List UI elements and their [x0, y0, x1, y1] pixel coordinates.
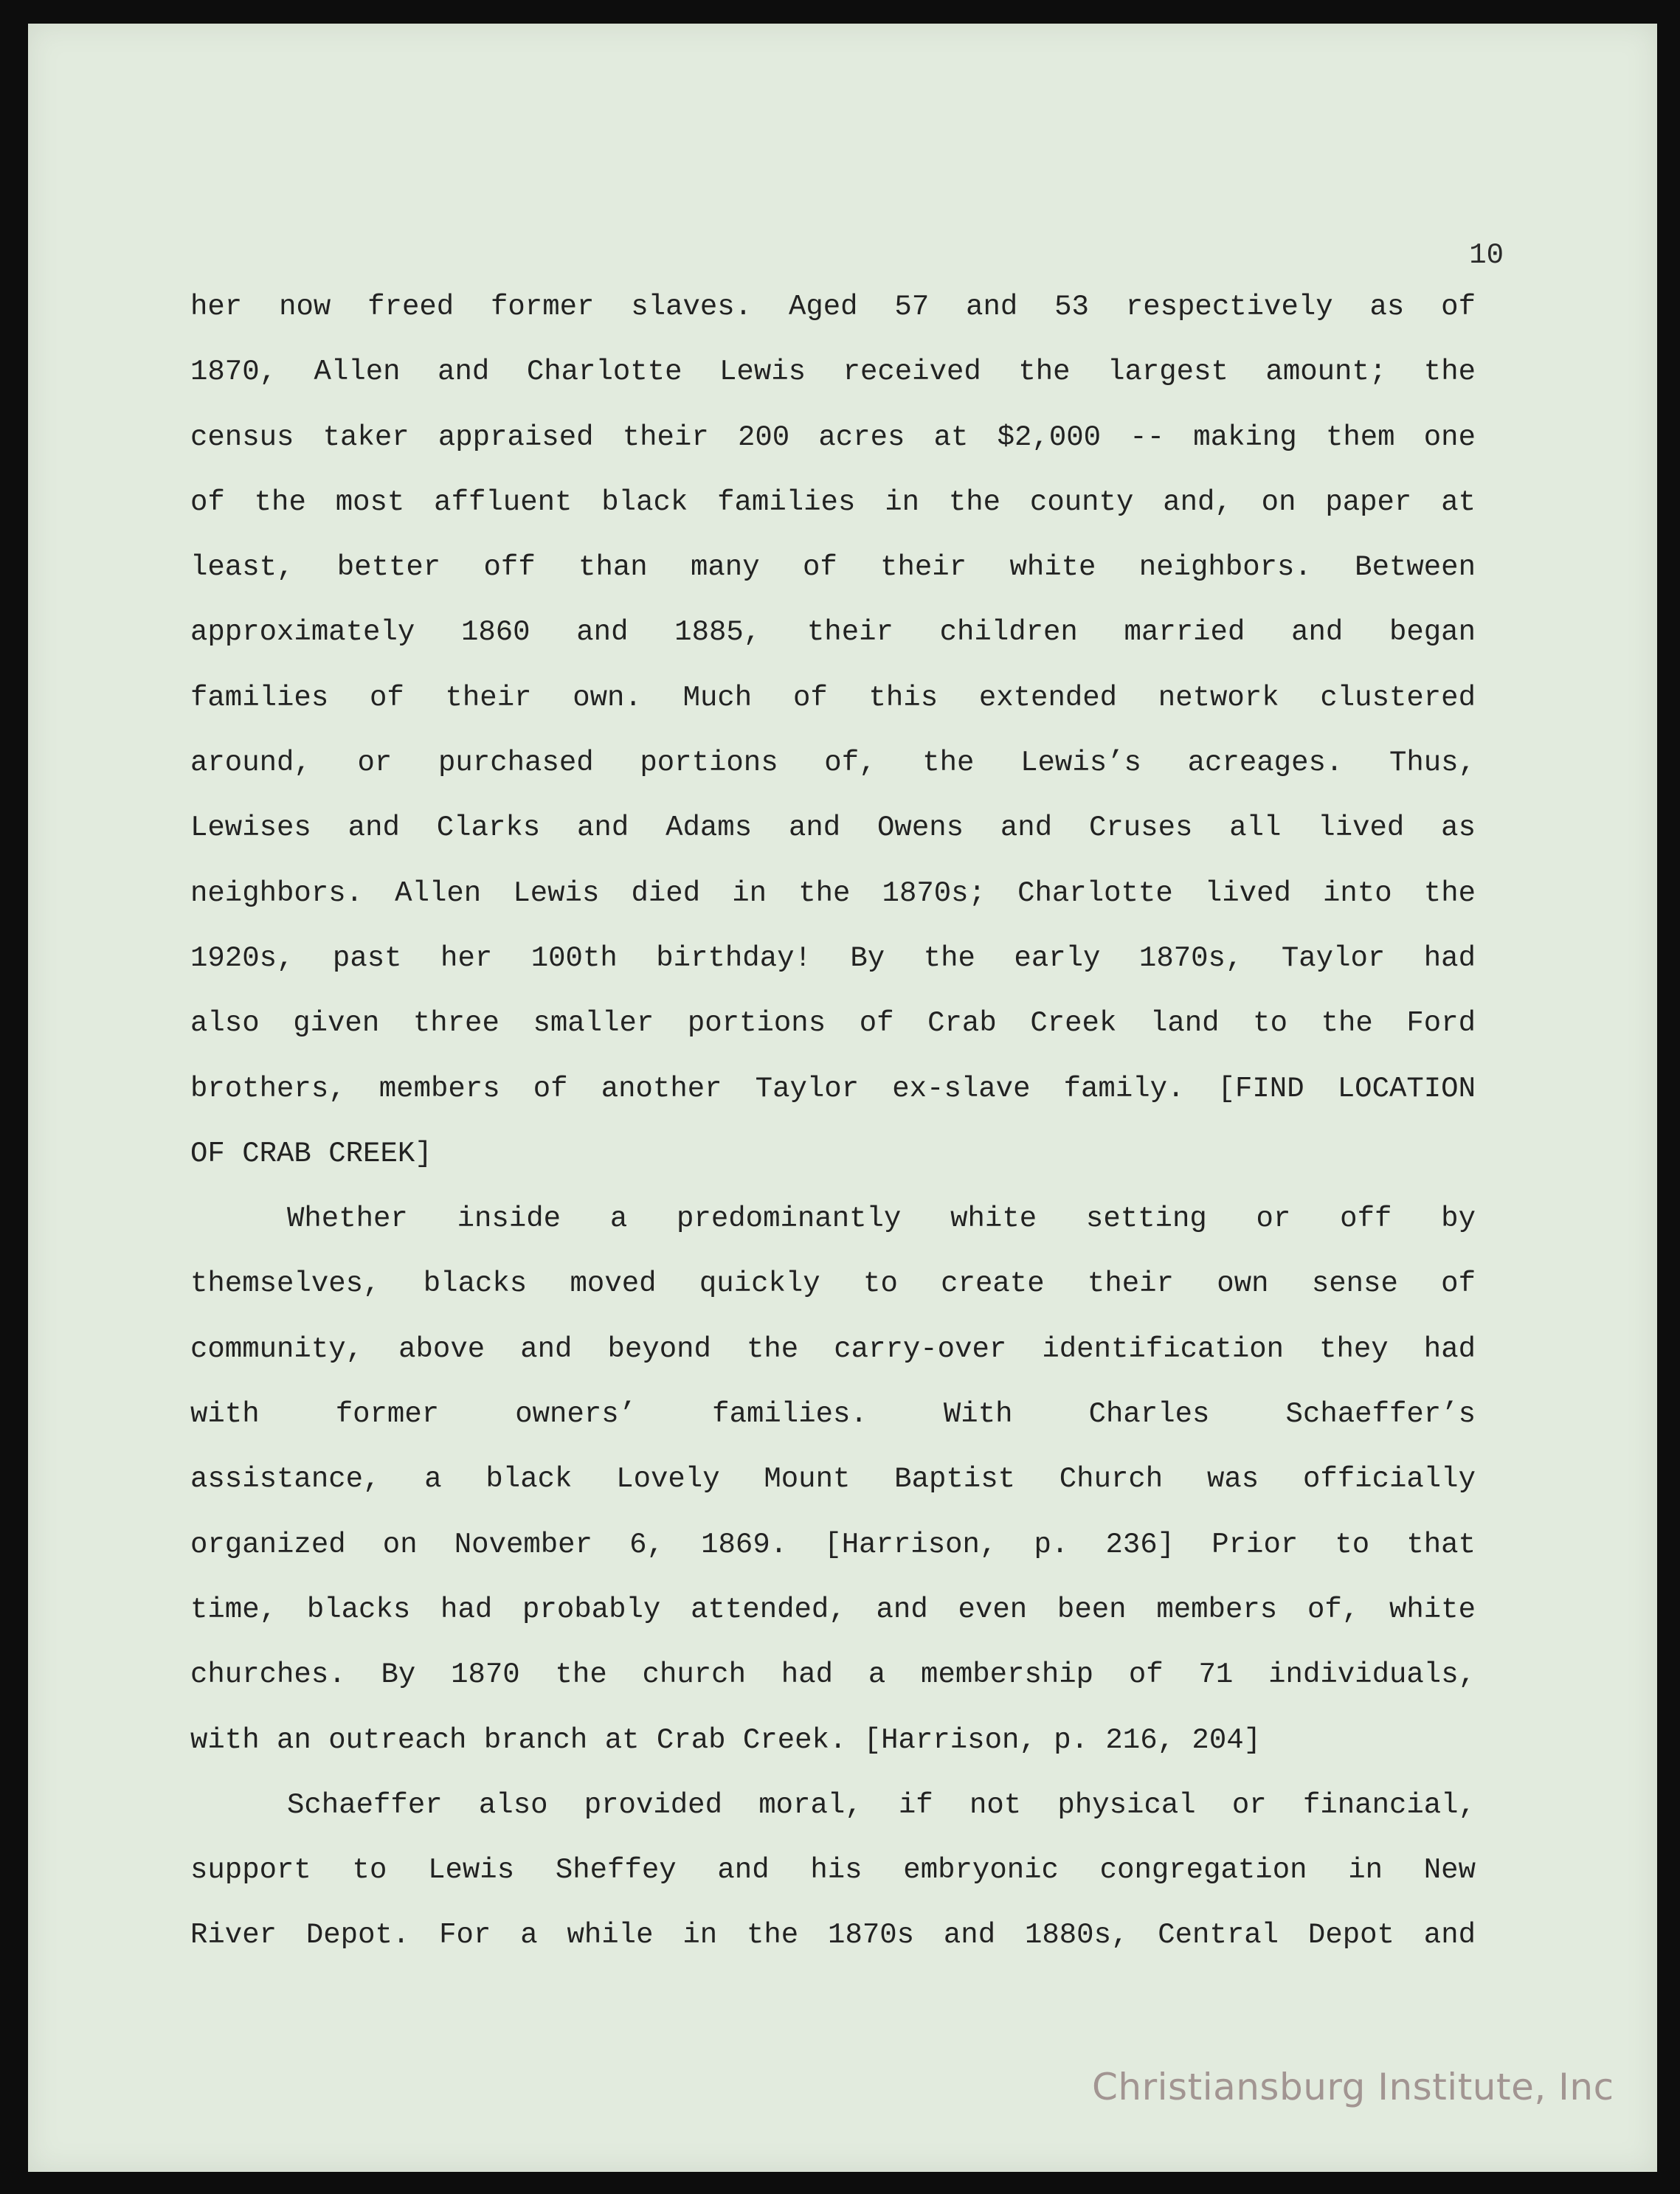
text-line: around, or purchased portions of, the Lewis’s acreages. Thus,	[190, 747, 1476, 780]
text-line: community, above and beyond the carry-over identification they had	[190, 1332, 1476, 1366]
text-line: with former owners’ families. With Charles Schaeffer’s	[190, 1398, 1476, 1431]
text-line: least, better off than many of their white neighbors. Between	[190, 551, 1476, 584]
text-line: neighbors. Allen Lewis died in the 1870s; Charlotte lived into the	[190, 876, 1476, 910]
text-line: her now freed former slaves. Aged 57 and 53 respectively as of	[190, 291, 1476, 323]
text-line: 1870, Allen and Charlotte Lewis received the largest amount; the	[190, 356, 1476, 389]
text-line: churches. By 1870 the church had a membership of 71 individuals,	[190, 1658, 1476, 1692]
text-line: OF CRAB CREEK]	[190, 1137, 432, 1170]
text-line: support to Lewis Sheffey and his embryonic congregation in New	[190, 1854, 1476, 1887]
text-line: also given three smaller portions of Crab Creek land to the Ford	[190, 1007, 1476, 1040]
text-line: Lewises and Clarks and Adams and Owens and Cruses all lived as	[190, 811, 1476, 845]
text-line: brothers, members of another Taylor ex-slave family. [FIND LOCATION	[190, 1072, 1476, 1105]
text-line: census taker appraised their 200 acres at $2,000 -- making them one	[190, 421, 1476, 454]
text-line: organized on November 6, 1869. [Harrison, p. 236] Prior to that	[190, 1528, 1476, 1561]
text-line: time, blacks had probably attended, and even been members of, white	[190, 1593, 1476, 1626]
text-line: themselves, blacks moved quickly to create their own sense of	[190, 1267, 1476, 1301]
text-line: 1920s, past her 100th birthday! By the early 1870s, Taylor had	[190, 941, 1476, 975]
text-line: of the most affluent black families in the county and, on paper at	[190, 485, 1476, 519]
text-line: with an outreach branch at Crab Creek. [Harrison, p. 216, 204]	[190, 1723, 1262, 1757]
text-line: Whether inside a predominantly white setting or off by	[287, 1202, 1476, 1236]
text-line: Schaeffer also provided moral, if not physical or financial,	[287, 1788, 1476, 1821]
text-line: families of their own. Much of this extended network clustered	[190, 681, 1476, 714]
text-line: approximately 1860 and 1885, their children married and began	[190, 616, 1476, 649]
text-line: River Depot. For a while in the 1870s and 1880s, Central Depot and	[190, 1919, 1476, 1952]
body-text	[190, 274, 1476, 1968]
watermark: Christiansburg Institute, Inc	[1092, 2066, 1614, 2108]
text-line: assistance, a black Lovely Mount Baptist Church was officially	[190, 1463, 1476, 1496]
page-number: 10	[1469, 239, 1504, 271]
